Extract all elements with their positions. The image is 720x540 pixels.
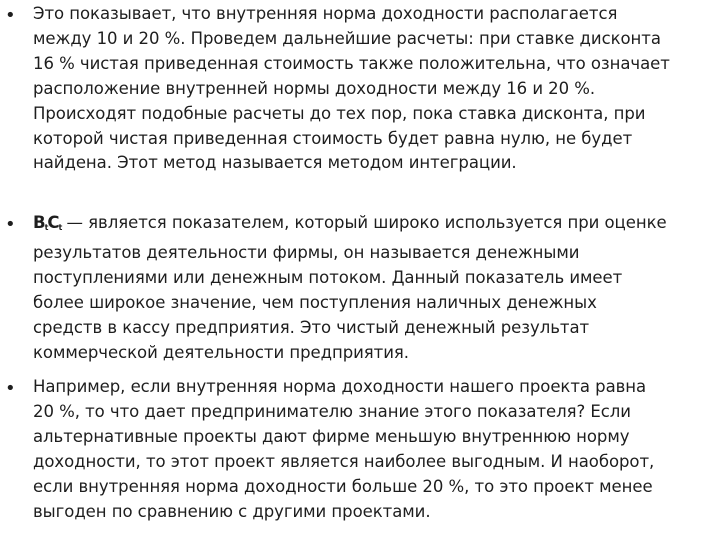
text-line: средств в кассу предприятия. Это чистый денежный результат [33,317,590,337]
text-line: Это показывает, что внутренняя норма доходности располагается [33,4,618,23]
text-line: 16 % чистая приведенная стоимость также положительна, что означает [33,53,670,73]
text-line: доходности, то этот проект является наиболее выгодным. И наоборот, [33,451,655,471]
text-line: между 10 и 20 %. Проведем дальнейшие расчеты: при ставке дисконта [33,28,661,48]
text-line: расположение внутренней нормы доходности между 16 и 20 %. [33,78,596,98]
text-line: альтернативные проекты дают фирме меньшую внутреннюю норму [33,426,630,446]
text-line: более широкое значение, чем поступления наличных денежных [33,292,597,312]
text-line: найдена. Этот метод называется методом интеграции. [33,153,517,173]
text-line: Происходят подобные расчеты до тех пор, пока ставка дисконта, при [33,103,646,123]
text-line: Например, если внутренняя норма доходности нашего проекта равна [33,377,647,396]
text-line: если внутренняя норма доходности больше 20 %, то это проект менее [33,476,653,496]
text-line: выгоден по сравнению с другими проектами. [33,501,431,521]
text-line: поступлениями или денежным потоком. Данный показатель имеет [33,267,623,287]
text-line: 20 %, то что дает предпринимателю знание этого показателя? Если [33,401,631,421]
bullet-text [33,375,715,524]
cash-flow-abbreviation: BtCt [33,213,62,232]
text-line: коммерческой деятельности предприятия. [33,342,409,362]
bullet-icon: • [5,378,16,399]
bullet-icon: • [5,214,16,235]
bullet-text [33,2,715,176]
text-line [33,211,715,241]
text-line: которой чистая приведенная стоимость будет равна нулю, не будет [33,128,633,148]
text-fragment: — является показателем, который широко используется при оценке [61,213,667,232]
bullet-text [33,211,715,365]
text-line: результатов деятельности фирмы, он называется денежными [33,242,580,262]
bullet-icon: • [5,5,16,26]
